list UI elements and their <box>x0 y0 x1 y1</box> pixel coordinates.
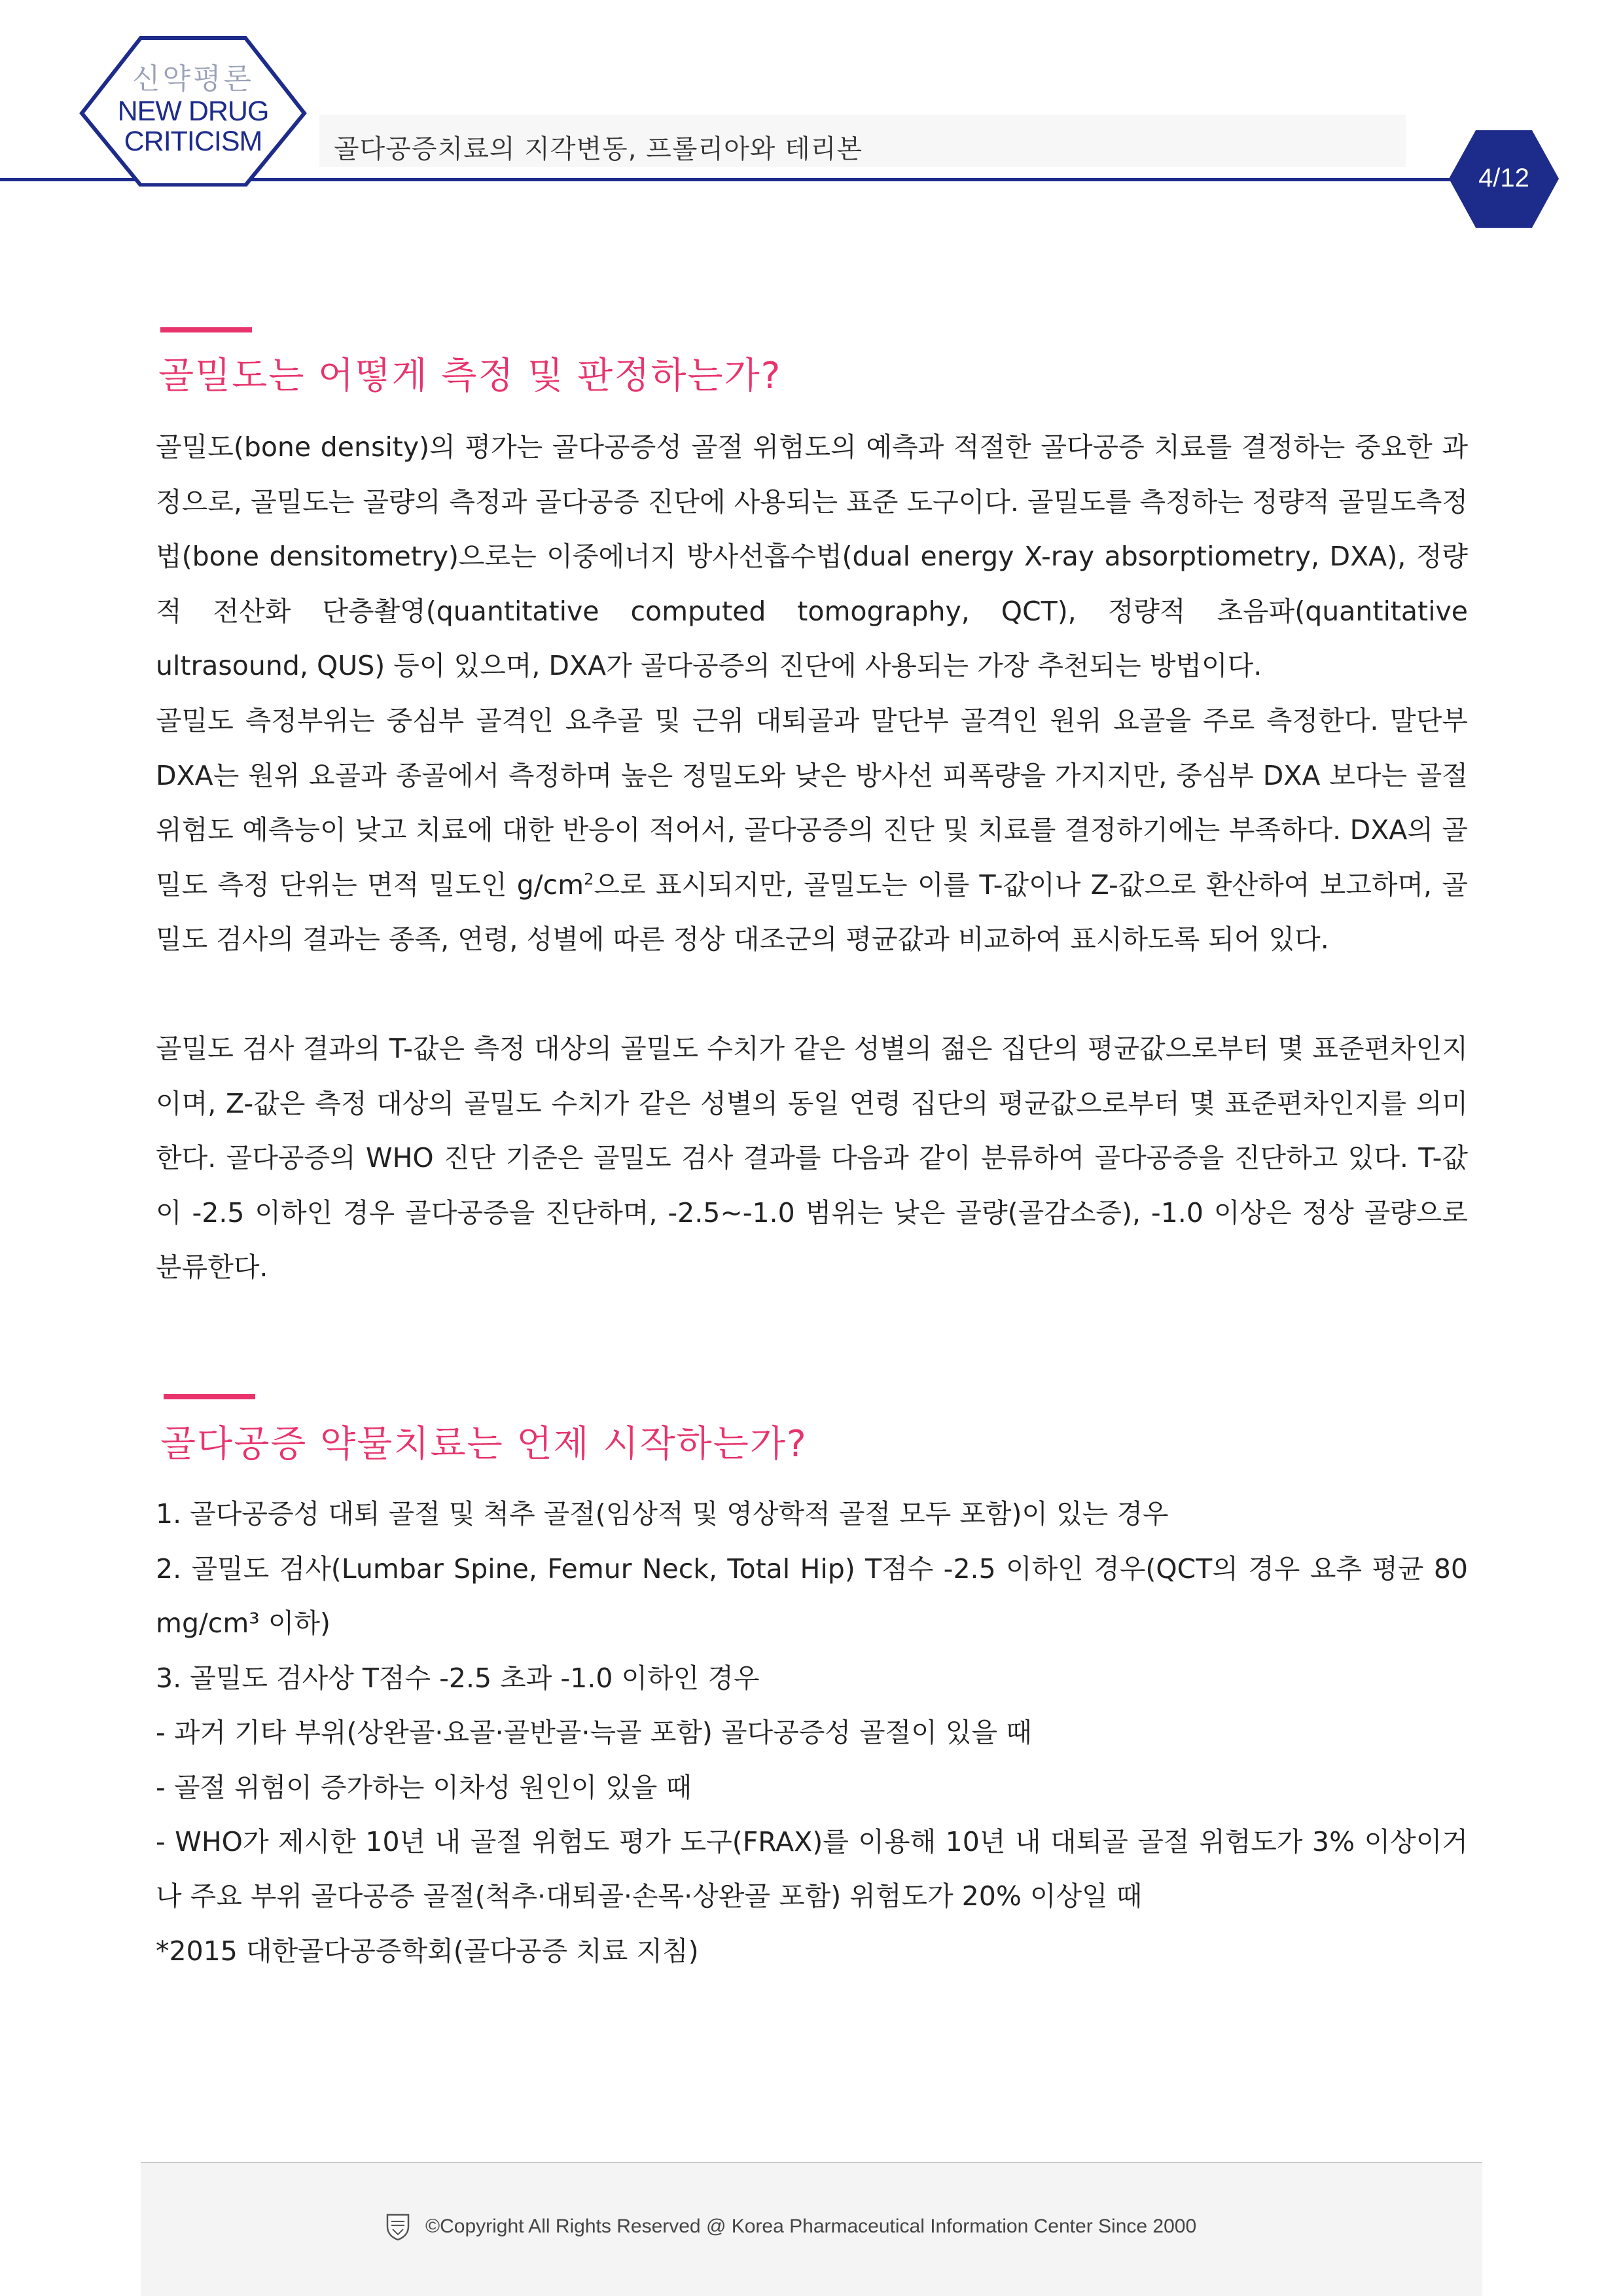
document-title: 골다공증치료의 지각변동, 프롤리아와 테리본 <box>334 134 863 164</box>
shield-emblem-icon <box>385 2212 411 2241</box>
list-item: - WHO가 제시한 10년 내 골절 위험도 평가 도구(FRAX)를 이용해 10년 내 대퇴골 골절 위험도가 3% 이상이거나 주요 부위 골다공증 골절(척추·대퇴골·손목·상완골 포함) 위험도가 20% 이상일 때 <box>156 1826 1468 1912</box>
section1-paragraph-2-text-a: 골밀도 측정부위는 중심부 골격인 요추골 및 근위 대퇴골과 말단부 골격인 원위 요골을 주로 측정한다. 말단부 DXA는 원위 요골과 종골에서 측정하며 높은 정밀도와 낮은 방사선 피폭량을 가지지만, 중심부 DXA 보다는 골절 위험도 예측능이 낮고 치료에 대한 반응이 적어서, 골다공증의 진단 및 치료를 결정하기에는 부족하다. DXA의 골밀도 측정 단위는 면적 밀도인 g/cm <box>156 705 1468 901</box>
superscript: 2 <box>584 869 594 888</box>
list-item: - 과거 기타 부위(상완골·요골·골반골·늑골 포함) 골다공증성 골절이 있을 때 <box>156 1717 1032 1748</box>
section1-paragraph-3: 골밀도 검사 결과의 T-값은 측정 대상의 골밀도 수치가 같은 성별의 젊은 집단의 평균값으로부터 몇 표준편차인지이며, Z-값은 측정 대상의 골밀도 수치가 같은 성별의 동일 연령 집단의 평균값으로부터 몇 표준편차인지를 의미한다. 골다공증의 WHO 진단 기준은 골밀도 검사 결과를 다음과 같이 분류하여 골다공증을 진단하고 있다. T-값이 -2.5 이하인 경우 골다공증을 진단하며, -2.5∼-1.0 범위는 낮은 골량(골감소증), -1.0 이상은 정상 골량으로 분류한다. <box>156 1033 1468 1283</box>
section1-paragraph-2-text-b: 으로 표시되지만, 골밀도는 이를 T-값이나 Z-값으로 환산하여 보고하며, 골밀도 검사의 결과는 종족, 연령, 성별에 따른 정상 대조군의 평균값과 비교하여 표시하도록 되어 있다. <box>156 869 1468 955</box>
list-item-note: *2015 대한골다공증학회(골다공증 치료 지침) <box>156 1935 699 1967</box>
logo <box>79 36 308 187</box>
page-number: 4/12 <box>1478 164 1529 192</box>
section1-accent-bar <box>160 327 252 332</box>
logo-english-line1: NEW DRUG <box>117 96 269 127</box>
copyright-text: ©Copyright All Rights Reserved @ Korea Pharmaceutical Information Center Since 2000 <box>425 2215 1197 2237</box>
list-item: 2. 골밀도 검사(Lumbar Spine, Femur Neck, Total Hip) T점수 -2.5 이하인 경우(QCT의 경우 요추 평균 80 mg/cm³ 이하) <box>156 1553 1468 1639</box>
section1-paragraph-1: 골밀도(bone density)의 평가는 골다공증성 골절 위험도의 예측과 적절한 골다공증 치료를 결정하는 중요한 과정으로, 골밀도는 골량의 측정과 골다공증 진단에 사용되는 표준 도구이다. 골밀도를 측정하는 정량적 골밀도측정법(bone densitometry)으로는 이중에너지 방사선흡수법(dual energy X-ray absorptiometry, DXA), 정량적 전산화 단층촬영(quantitative computed tomography, QCT), 정량적 초음파(quantitative ultrasound, QUS) 등이 있으며, DXA가 골다공증의 진단에 사용되는 가장 추천되는 방법이다. <box>156 431 1468 681</box>
list-item: 1. 골다공증성 대퇴 골절 및 척추 골절(임상적 및 영상학적 골절 모두 포함)이 있는 경우 <box>156 1498 1169 1530</box>
section1-title: 골밀도는 어떻게 측정 및 판정하는가? <box>158 355 782 397</box>
logo-english-line2: CRITICISM <box>124 126 262 157</box>
section2-title: 골다공증 약물치료는 언제 시작하는가? <box>160 1423 808 1465</box>
list-item: - 골절 위험이 증가하는 이차성 원인이 있을 때 <box>156 1772 692 1803</box>
section1-paragraph-2 <box>156 694 1468 967</box>
section2-accent-bar <box>164 1394 255 1399</box>
logo-korean-text: 신약평론 <box>132 63 254 95</box>
list-item: 3. 골밀도 검사상 T점수 -2.5 초과 -1.0 이하인 경우 <box>156 1662 760 1694</box>
